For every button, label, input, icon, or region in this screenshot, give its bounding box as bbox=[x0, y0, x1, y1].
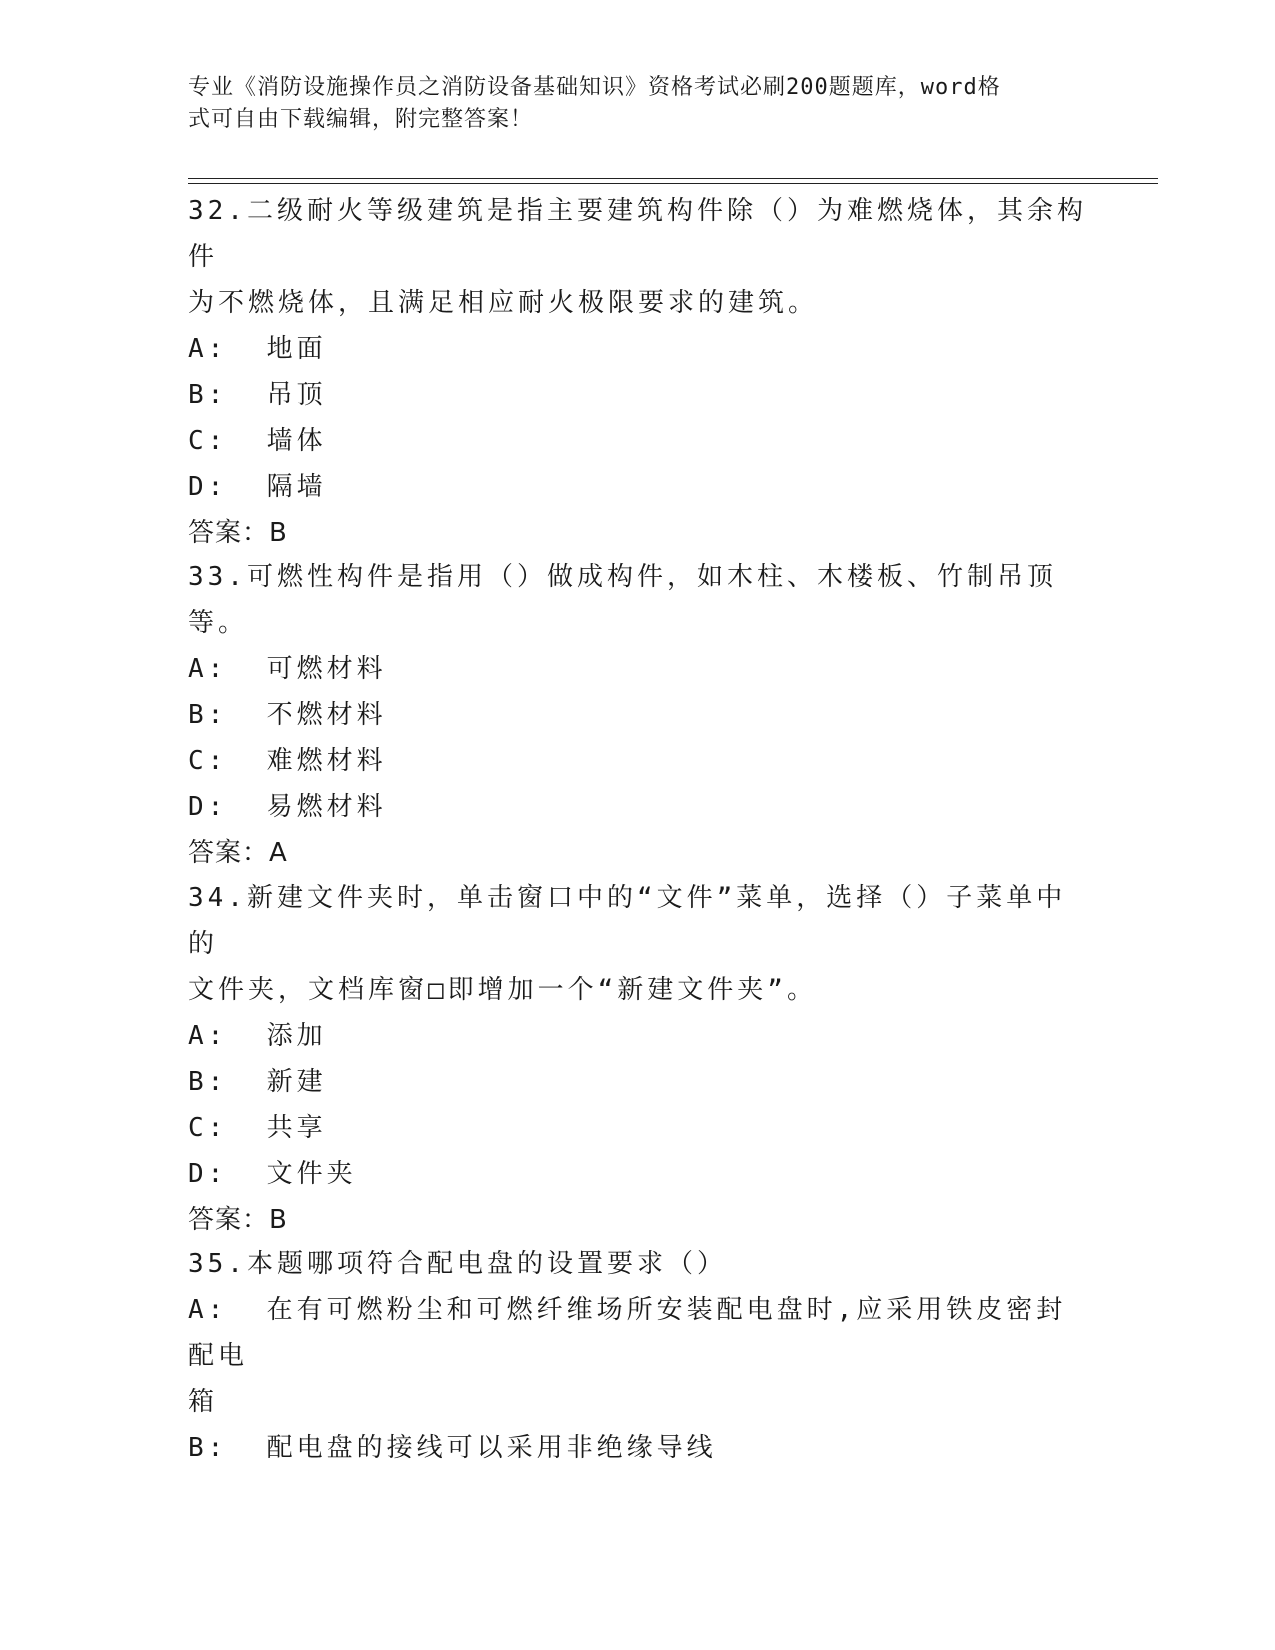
question-title-line-1: 34.新建文件夹时，单击窗口中的“文件”菜单，选择（）子菜单中的 bbox=[188, 883, 1067, 959]
question-32 bbox=[188, 188, 1088, 556]
header-rule-bottom bbox=[188, 183, 1158, 184]
answer: 答案：B bbox=[188, 1205, 288, 1235]
question-title-line-2: 文件夹，文档库窗□即增加一个“新建文件夹”。 bbox=[188, 975, 817, 1005]
question-33 bbox=[188, 554, 1088, 876]
option-b: B: 不燃材料 bbox=[188, 700, 387, 730]
option-a: A: 在有可燃粉尘和可燃纤维场所安装配电盘时,应采用铁皮密封配电 bbox=[188, 1295, 1067, 1371]
option-b: B: 吊顶 bbox=[188, 380, 327, 410]
question-title-line-1: 33.可燃性构件是指用（）做成构件，如木柱、木楼板、竹制吊顶等。 bbox=[188, 562, 1057, 638]
header-line-2: 式可自由下载编辑，附完整答案！ bbox=[188, 107, 534, 132]
option-b: B: 新建 bbox=[188, 1067, 327, 1097]
document-header bbox=[188, 72, 1068, 136]
option-a: A: 地面 bbox=[188, 334, 327, 364]
question-35 bbox=[188, 1241, 1088, 1471]
option-c: C: 共享 bbox=[188, 1113, 327, 1143]
option-a-continued: 箱 bbox=[188, 1387, 219, 1417]
question-title-line-2: 为不燃烧体，且满足相应耐火极限要求的建筑。 bbox=[188, 288, 819, 318]
answer: 答案：B bbox=[188, 518, 288, 548]
option-c: C: 墙体 bbox=[188, 426, 327, 456]
option-d: D: 易燃材料 bbox=[188, 792, 387, 822]
option-b: B: 配电盘的接线可以采用非绝缘导线 bbox=[188, 1433, 717, 1463]
option-d: D: 文件夹 bbox=[188, 1159, 357, 1189]
question-title-line-1: 35.本题哪项符合配电盘的设置要求（） bbox=[188, 1249, 727, 1279]
answer: 答案：A bbox=[188, 838, 288, 868]
option-c: C: 难燃材料 bbox=[188, 746, 387, 776]
option-a: A: 可燃材料 bbox=[188, 654, 387, 684]
question-34 bbox=[188, 875, 1088, 1243]
option-a: A: 添加 bbox=[188, 1021, 327, 1051]
header-rule-top bbox=[188, 178, 1158, 179]
question-title-line-1: 32.二级耐火等级建筑是指主要建筑构件除（）为难燃烧体，其余构件 bbox=[188, 196, 1087, 272]
option-d: D: 隔墙 bbox=[188, 472, 327, 502]
header-line-1: 专业《消防设施操作员之消防设备基础知识》资格考试必刷200题题库，word格 bbox=[188, 75, 1001, 100]
